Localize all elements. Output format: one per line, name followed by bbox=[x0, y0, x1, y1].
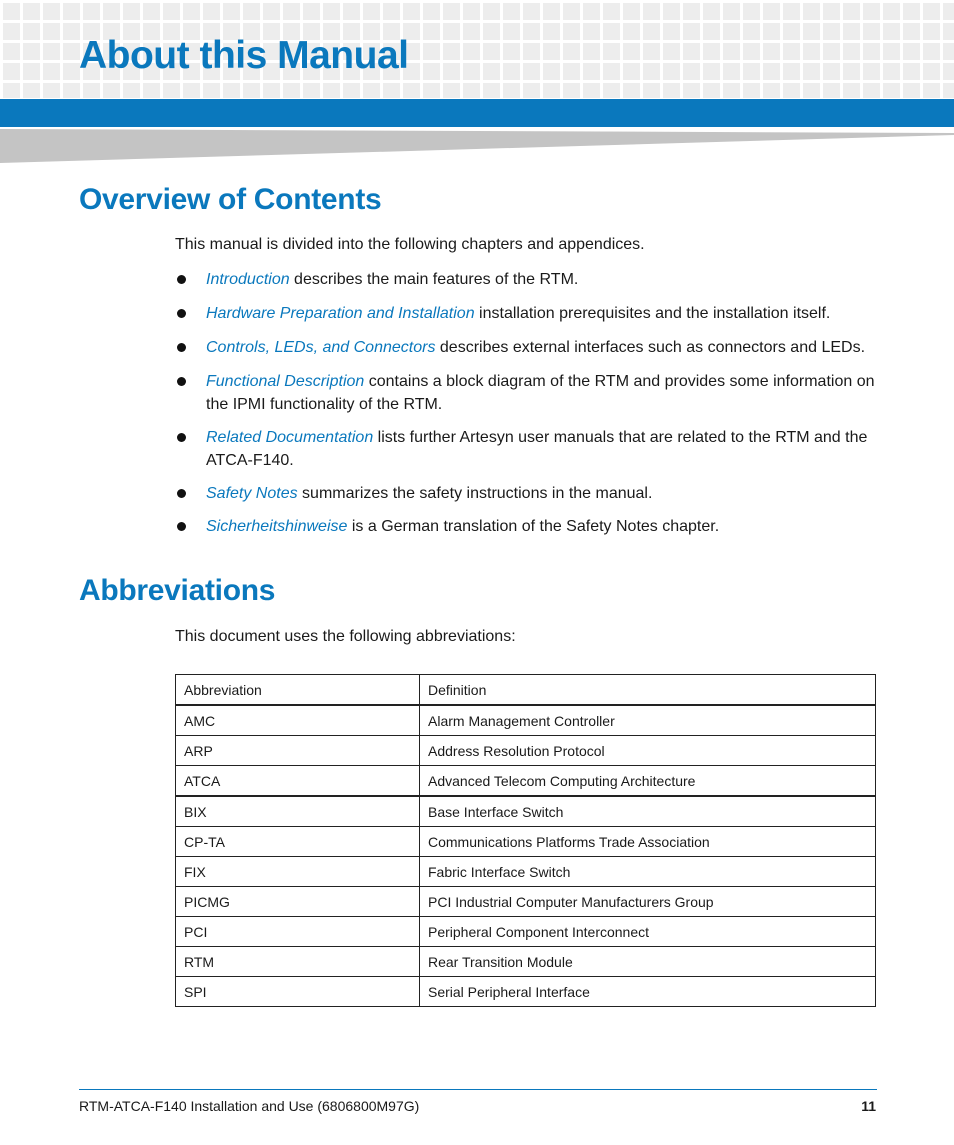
definition-cell: Base Interface Switch bbox=[420, 796, 876, 827]
table-row bbox=[176, 917, 876, 947]
table-row bbox=[176, 857, 876, 887]
list-item bbox=[175, 302, 880, 325]
section-heading-overview: Overview of Contents bbox=[79, 183, 382, 216]
chapter-link-hardware-preparation[interactable]: Hardware Preparation and Installation bbox=[206, 305, 475, 322]
header-blue-bar bbox=[0, 99, 954, 127]
definition-cell: Fabric Interface Switch bbox=[420, 857, 876, 887]
list-item bbox=[175, 336, 880, 359]
list-item bbox=[175, 370, 880, 416]
bullet-icon bbox=[177, 433, 186, 442]
chapter-list bbox=[175, 268, 880, 538]
page-number: 11 bbox=[861, 1098, 876, 1114]
abbreviation-cell: AMC bbox=[176, 705, 420, 736]
chapter-link-safety-notes[interactable]: Safety Notes bbox=[206, 485, 298, 502]
abbreviation-cell: CP-TA bbox=[176, 827, 420, 857]
list-item-text: describes external interfaces such as connectors and LEDs. bbox=[435, 339, 866, 356]
bullet-icon bbox=[177, 377, 186, 386]
section-heading-abbreviations: Abbreviations bbox=[79, 574, 276, 607]
chapter-link-introduction[interactable]: Introduction bbox=[206, 271, 290, 288]
bullet-icon bbox=[177, 489, 186, 498]
footer-rule bbox=[79, 1089, 877, 1090]
page-title: About this Manual bbox=[79, 34, 409, 77]
abbreviation-cell: SPI bbox=[176, 977, 420, 1007]
definition-cell: Peripheral Component Interconnect bbox=[420, 917, 876, 947]
list-item bbox=[175, 268, 880, 291]
abbreviation-cell: RTM bbox=[176, 947, 420, 977]
definition-cell: Alarm Management Controller bbox=[420, 705, 876, 736]
table-row bbox=[176, 947, 876, 977]
table-row bbox=[176, 827, 876, 857]
abbreviations-intro: This document uses the following abbreviations: bbox=[175, 628, 516, 645]
abbreviation-cell: ARP bbox=[176, 736, 420, 766]
column-header-definition: Definition bbox=[420, 675, 876, 706]
definition-cell: PCI Industrial Computer Manufacturers Group bbox=[420, 887, 876, 917]
chapter-link-sicherheitshinweise[interactable]: Sicherheitshinweise bbox=[206, 518, 348, 535]
abbreviations-table bbox=[175, 674, 876, 1007]
abbreviation-cell: PICMG bbox=[176, 887, 420, 917]
definition-cell: Serial Peripheral Interface bbox=[420, 977, 876, 1007]
bullet-icon bbox=[177, 343, 186, 352]
list-item-text: is a German translation of the Safety Notes chapter. bbox=[347, 518, 720, 535]
table-row bbox=[176, 736, 876, 766]
definition-cell: Communications Platforms Trade Association bbox=[420, 827, 876, 857]
definition-cell: Advanced Telecom Computing Architecture bbox=[420, 766, 876, 797]
column-header-abbreviation: Abbreviation bbox=[176, 675, 420, 706]
chapter-link-functional-description[interactable]: Functional Description bbox=[206, 373, 365, 390]
header-grey-wedge bbox=[0, 129, 954, 163]
table-row bbox=[176, 705, 876, 736]
table-row bbox=[176, 887, 876, 917]
footer-doc-title: RTM-ATCA-F140 Installation and Use (6806800M97G) bbox=[79, 1098, 420, 1114]
list-item-text: installation prerequisites and the installation itself. bbox=[474, 305, 831, 322]
list-item-text: contains a block diagram of the RTM and provides some information on the IPMI functionality of the RTM. bbox=[206, 373, 875, 413]
list-item bbox=[175, 482, 880, 505]
table-header-row bbox=[176, 675, 876, 706]
bullet-icon bbox=[177, 309, 186, 318]
bullet-icon bbox=[177, 522, 186, 531]
chapter-link-controls-leds[interactable]: Controls, LEDs, and Connectors bbox=[206, 339, 436, 356]
list-item-text: describes the main features of the RTM. bbox=[289, 271, 579, 288]
abbreviation-cell: ATCA bbox=[176, 766, 420, 797]
chapter-link-related-documentation[interactable]: Related Documentation bbox=[206, 429, 374, 446]
overview-intro: This manual is divided into the following chapters and appendices. bbox=[175, 236, 645, 253]
abbreviation-cell: BIX bbox=[176, 796, 420, 827]
list-item-text: summarizes the safety instructions in the manual. bbox=[297, 485, 653, 502]
list-item bbox=[175, 426, 880, 472]
table-row bbox=[176, 766, 876, 797]
table-row bbox=[176, 977, 876, 1007]
definition-cell: Address Resolution Protocol bbox=[420, 736, 876, 766]
bullet-icon bbox=[177, 275, 186, 284]
list-item-text: lists further Artesyn user manuals that are related to the RTM and the ATCA-F140. bbox=[206, 429, 868, 469]
table-row bbox=[176, 796, 876, 827]
abbreviation-cell: PCI bbox=[176, 917, 420, 947]
definition-cell: Rear Transition Module bbox=[420, 947, 876, 977]
list-item bbox=[175, 515, 880, 538]
abbreviation-cell: FIX bbox=[176, 857, 420, 887]
